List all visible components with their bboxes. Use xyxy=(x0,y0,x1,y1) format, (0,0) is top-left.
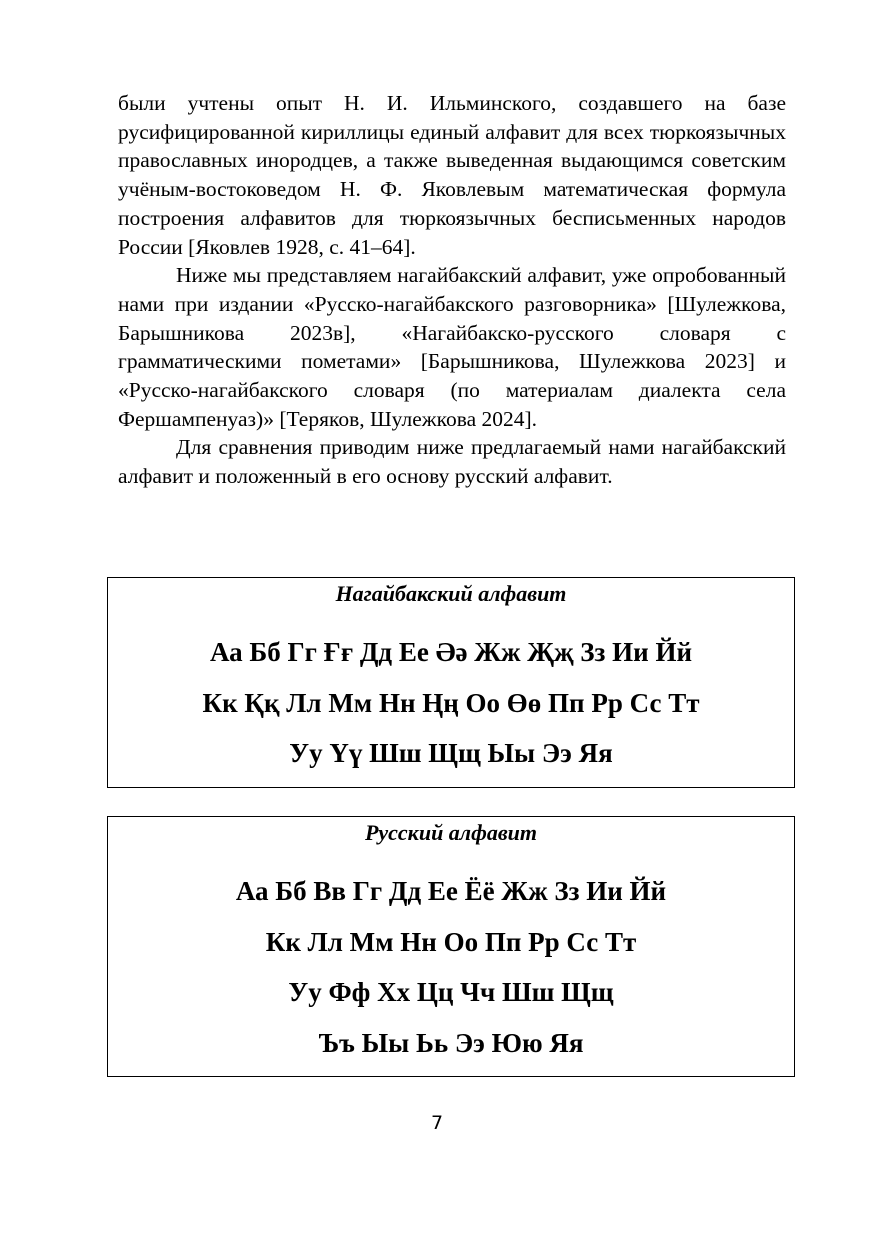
russian-alphabet-line: Ъъ Ыы Ьь Ээ Юю Яя xyxy=(318,1027,584,1058)
nagaibak-alphabet-line: Кк Ққ Лл Мм Нн Ңң Оо Өө Пп Рр Сс Тт xyxy=(202,687,700,718)
paragraph-2: Ниже мы представляем нагайбакский алфавит, уже опробованный нами при издании «Русско-нагайбакского разговорника» [Шулежкова, Барышникова 2023в], «Нагайбакско-русского словаря с грамматическими пометами» [Барышникова, Шулежкова 2023] и «Русско-нагайбакского словаря (по материалам диалекта села Фершампенуаз)» [Теряков, Шулежкова 2024]. xyxy=(118,263,786,431)
russian-alphabet-line: Кк Лл Мм Нн Оо Пп Рр Сс Тт xyxy=(265,926,637,957)
russian-alphabet-line: Аа Бб Вв Гг Дд Ее Ёё Жж Зз Ии Йй xyxy=(235,876,667,906)
nagaibak-alphabet-title: Нагайбакский алфавит xyxy=(335,581,567,606)
paragraph-3: Для сравнения приводим ниже предлагаемый нами нагайбакский алфавит и положенный в его основу русский алфавит. xyxy=(118,435,786,489)
nagaibak-alphabet-box xyxy=(107,577,795,788)
page-number: 7 xyxy=(430,1112,444,1134)
body-text xyxy=(118,89,786,491)
nagaibak-alphabet-line: Аа Бб Гг Ғғ Дд Ее Әә Жж Җҗ Зз Ии Йй xyxy=(209,637,693,667)
nagaibak-alphabet-letters xyxy=(108,627,794,779)
russian-alphabet-letters xyxy=(108,866,794,1068)
russian-alphabet-line: Уу Фф Хх Цц Чч Шш Щщ xyxy=(288,977,614,1007)
russian-alphabet-title: Русский алфавит xyxy=(364,820,538,845)
paragraph-1: были учтены опыт Н. И. Ильминского, создавшего на базе русифицированной кириллицы единый алфавит для всех тюркоязычных православных инородцев, а также выведенная выдающимся советским учёным-востоковедом Н. Ф. Яковлевым математическая формула построения алфавитов для тюркоязычных бесписьменных народов России [Яковлев 1928, с. 41–64]. xyxy=(118,91,786,259)
russian-alphabet-box xyxy=(107,816,795,1077)
nagaibak-alphabet-line: Уу Үү Шш Щщ Ыы Ээ Яя xyxy=(289,738,613,768)
